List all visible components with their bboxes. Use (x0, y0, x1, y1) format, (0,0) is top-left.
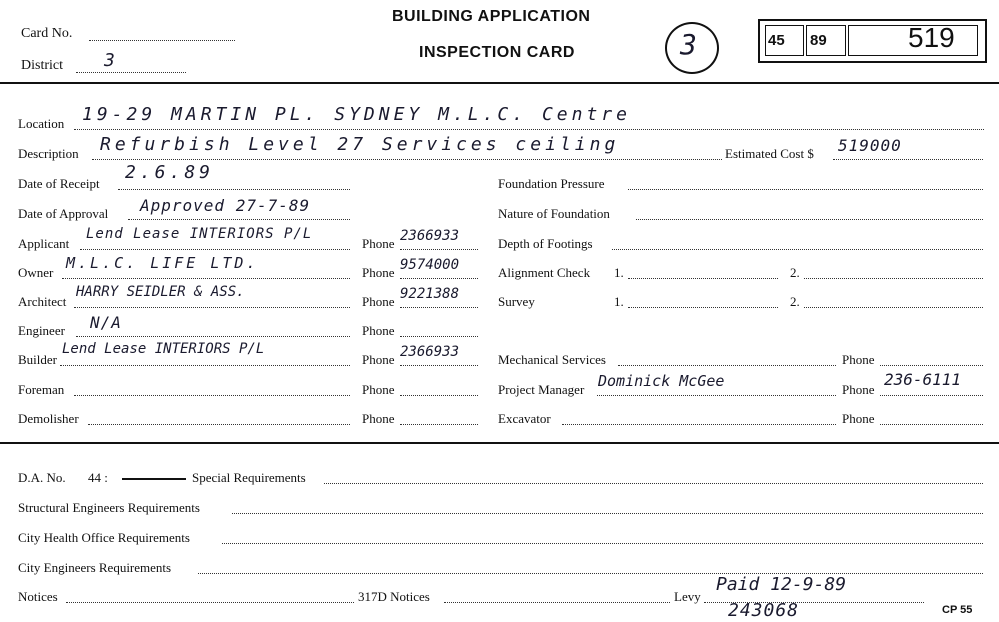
applicant-phone-value: 2366933 (400, 228, 460, 244)
foreman-label: Foreman (18, 382, 65, 397)
foreman-phone-label: Phone (362, 382, 395, 397)
builder-phone-label: Phone (362, 352, 395, 367)
foundation-pressure-line (628, 189, 983, 190)
architect-value: HARRY SEIDLER & ASS. (76, 284, 245, 300)
date-receipt-line (118, 189, 350, 190)
demolisher-phone-line (400, 424, 478, 425)
code-a: 45 (768, 32, 785, 49)
builder-line (60, 365, 350, 366)
builder-phone-value: 2366933 (400, 344, 460, 360)
mechanical-phone-line (880, 365, 983, 366)
foundation-pressure-label: Foundation Pressure (498, 176, 605, 191)
notices-label: Notices (18, 589, 58, 604)
owner-value: M.L.C. LIFE LTD. (66, 254, 259, 272)
excavator-phone-label: Phone (842, 411, 875, 426)
city-eng-req-line (198, 573, 983, 574)
applicant-line (80, 249, 350, 250)
health-req-label: City Health Office Requirements (18, 530, 190, 545)
pm-phone-value: 236-6111 (884, 370, 962, 389)
architect-phone-value: 9221388 (400, 286, 460, 302)
mechanical-phone-label: Phone (842, 352, 875, 367)
levy-value: Paid 12-9-89 (716, 574, 847, 595)
survey-line-1 (628, 307, 778, 308)
foreman-line (74, 395, 350, 396)
survey-label: Survey (498, 294, 535, 309)
applicant-phone-label: Phone (362, 236, 395, 251)
header-divider (0, 82, 999, 84)
project-manager-label: Project Manager (498, 382, 585, 397)
alignment-check-label: Alignment Check (498, 265, 591, 280)
alignment-num-2: 2. (790, 265, 800, 280)
health-req-line (222, 543, 983, 544)
engineer-phone-line (400, 336, 478, 337)
survey-num-1: 1. (614, 294, 624, 309)
date-approval-value: Approved 27-7-89 (140, 196, 311, 215)
owner-phone-line (400, 278, 478, 279)
builder-label: Builder (18, 352, 57, 367)
code-b: 89 (810, 32, 827, 49)
engineer-label: Engineer (18, 323, 65, 338)
nature-foundation-line (636, 219, 983, 220)
demolisher-phone-label: Phone (362, 411, 395, 426)
da-label: D.A. No. (18, 470, 66, 485)
alignment-line-1 (628, 278, 778, 279)
notices-line (66, 602, 354, 603)
excavator-label: Excavator (498, 411, 551, 426)
notices-317d-line (444, 602, 670, 603)
mechanical-label: Mechanical Services (498, 352, 606, 367)
applicant-phone-line (400, 249, 478, 250)
survey-line-2 (804, 307, 983, 308)
district-line (76, 72, 186, 73)
applicant-value: Lend Lease INTERIORS P/L (86, 226, 313, 242)
owner-phone-label: Phone (362, 265, 395, 280)
estimated-cost-value: 519000 (838, 136, 902, 155)
architect-phone-label: Phone (362, 294, 395, 309)
da-value: 44 : (88, 470, 108, 485)
project-manager-value: Dominick McGee (598, 372, 725, 390)
nature-foundation-label: Nature of Foundation (498, 206, 610, 221)
code-number: 519 (908, 22, 955, 53)
card-no-line (89, 40, 235, 41)
date-approval-label: Date of Approval (18, 206, 109, 221)
architect-label: Architect (18, 294, 67, 309)
date-approval-line (128, 219, 350, 220)
excavator-phone-line (880, 424, 983, 425)
architect-phone-line (400, 307, 478, 308)
date-receipt-label: Date of Receipt (18, 176, 100, 191)
location-line (74, 129, 984, 130)
description-line (92, 159, 722, 160)
city-eng-req-label: City Engineers Requirements (18, 560, 172, 575)
structural-req-label: Structural Engineers Requirements (18, 500, 200, 515)
location-label: Location (18, 116, 65, 131)
demolisher-line (88, 424, 350, 425)
levy-label: Levy (674, 589, 701, 604)
architect-line (74, 307, 350, 308)
project-manager-line (597, 395, 836, 396)
date-receipt-value: 2.6.89 (125, 162, 215, 183)
estimated-cost-line (833, 159, 983, 160)
depth-footings-label: Depth of Footings (498, 236, 593, 251)
applicant-label: Applicant (18, 236, 70, 251)
alignment-num-1: 1. (614, 265, 624, 280)
demolisher-label: Demolisher (18, 411, 79, 426)
pm-phone-label: Phone (842, 382, 875, 397)
builder-value: Lend Lease INTERIORS P/L (62, 341, 265, 357)
owner-line (62, 278, 350, 279)
da-dash (122, 478, 186, 480)
survey-num-2: 2. (790, 294, 800, 309)
foreman-phone-line (400, 395, 478, 396)
form-code: CP 55 (942, 604, 973, 616)
card-no-label: Card No. (21, 26, 73, 41)
district-value: 3 (104, 50, 116, 71)
levy-receipt: 243068 (728, 600, 800, 621)
requirements-divider (0, 442, 999, 444)
owner-phone-value: 9574000 (400, 257, 460, 273)
special-req-line (324, 483, 983, 484)
description-value: Refurbish Level 27 Services ceiling (100, 134, 620, 155)
title-line-1: BUILDING APPLICATION (392, 8, 591, 25)
location-value: 19-29 MARTIN PL. SYDNEY M.L.C. Centre (82, 104, 631, 125)
pm-phone-line (880, 395, 983, 396)
builder-phone-line (400, 365, 478, 366)
special-req-label: Special Requirements (192, 470, 306, 485)
notices-317d-label: 317D Notices (358, 589, 430, 604)
structural-req-line (232, 513, 983, 514)
description-label: Description (18, 146, 79, 161)
engineer-line (76, 336, 350, 337)
circled-number: 3 (680, 28, 698, 61)
depth-footings-line (612, 249, 983, 250)
estimated-cost-label: Estimated Cost $ (725, 146, 814, 161)
alignment-line-2 (804, 278, 983, 279)
mechanical-line (618, 365, 836, 366)
excavator-line (562, 424, 836, 425)
title-line-2: INSPECTION CARD (419, 44, 575, 61)
district-label: District (21, 58, 63, 73)
engineer-value: N/A (90, 313, 122, 332)
owner-label: Owner (18, 265, 54, 280)
engineer-phone-label: Phone (362, 323, 395, 338)
